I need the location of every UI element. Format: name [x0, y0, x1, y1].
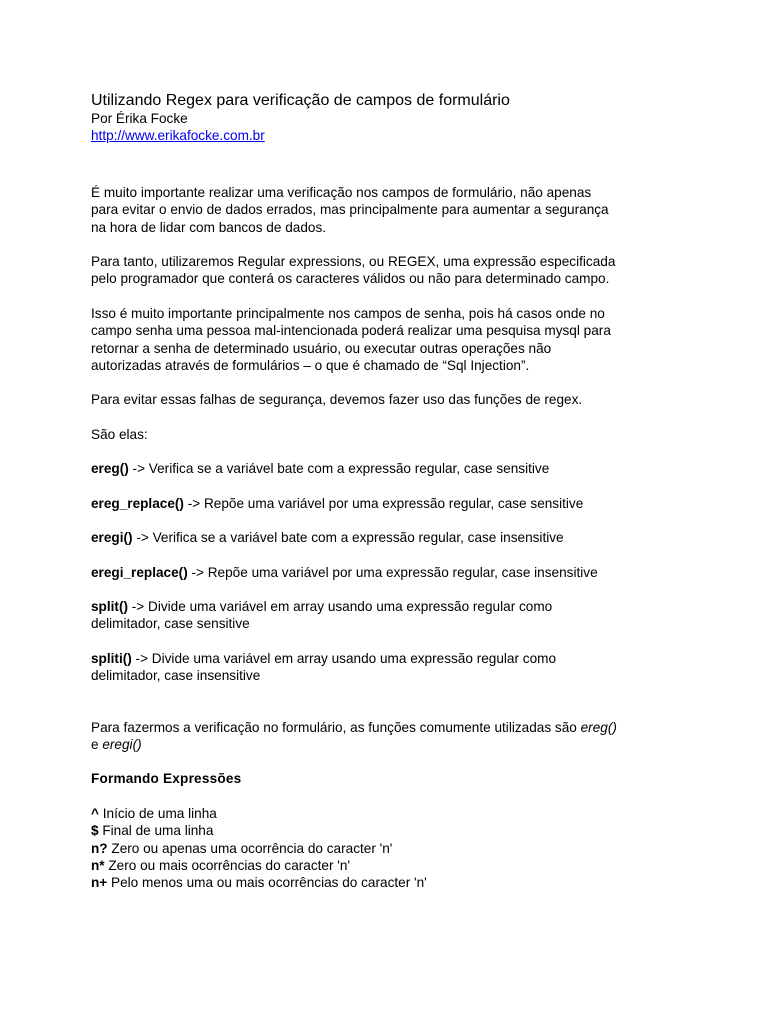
function-name: spliti() — [91, 650, 132, 666]
expression-item — [91, 857, 691, 874]
function-item — [91, 564, 691, 581]
expression-item — [91, 805, 691, 822]
function-item — [91, 598, 691, 633]
function-description: -> Verifica se a variável bate com a expressão regular, case sensitive — [128, 461, 550, 477]
expression-description: Zero ou apenas uma ocorrência do caracter 'n' — [107, 840, 393, 856]
expression-description: Pelo menos uma ou mais ocorrências do caracter 'n' — [107, 875, 427, 891]
expression-symbol: $ — [91, 823, 99, 839]
expression-description: Zero ou mais ocorrências do caracter 'n' — [104, 857, 351, 873]
intro-paragraph — [91, 184, 691, 236]
expression-symbol: n+ — [91, 875, 108, 891]
function-item — [91, 529, 691, 546]
document-page — [91, 92, 691, 892]
function-name: eregi_replace() — [91, 564, 188, 580]
regex-line: Para tanto, utilizaremos Regular expressions, ou REGEX, uma expressão especificada — [91, 254, 616, 270]
function-description: -> Verifica se a variável bate com a expressão regular, case insensitive — [132, 530, 564, 546]
expression-symbol: ^ — [91, 805, 99, 821]
usage-function-eregi: eregi() — [102, 736, 142, 752]
usage-text: Para fazermos a verificação no formulário, as funções comumente utilizadas são — [91, 719, 581, 735]
password-line: retornar a senha de determinado usuário, ou executar outras operações não — [91, 340, 552, 356]
expression-item — [91, 840, 691, 857]
expressions-list — [91, 805, 691, 892]
function-item — [91, 650, 691, 685]
function-item — [91, 460, 691, 477]
usage-join: e — [91, 736, 103, 752]
password-paragraph — [91, 305, 691, 375]
function-description: -> Divide uma variável em array usando uma expressão regular como — [131, 650, 557, 666]
function-description-continued: delimitador, case sensitive — [91, 616, 250, 632]
function-description: -> Repõe uma variável por uma expressão regular, case insensitive — [187, 564, 598, 580]
intro-line: É muito importante realizar uma verificação nos campos de formulário, não apenas — [91, 184, 592, 200]
intro-line: na hora de lidar com bancos de dados. — [91, 219, 327, 235]
intro-line: para evitar o envio de dados errados, mas principalmente para aumentar a segurança — [91, 202, 609, 218]
password-line: autorizadas através de formulários – o que é chamado de “Sql Injection”. — [91, 358, 530, 374]
function-name: split() — [91, 598, 128, 614]
password-line: Isso é muito importante principalmente nos campos de senha, pois há casos onde no — [91, 305, 605, 321]
regex-paragraph — [91, 253, 691, 288]
function-description-continued: delimitador, case insensitive — [91, 668, 261, 684]
expression-item — [91, 822, 691, 839]
section-heading: Formando Expressões — [91, 771, 242, 787]
function-name: eregi() — [91, 530, 133, 546]
function-description: -> Repõe uma variável por uma expressão regular, case sensitive — [183, 495, 584, 511]
usage-paragraph — [91, 719, 691, 754]
author-website-link[interactable]: http://www.erikafocke.com.br — [91, 128, 265, 144]
expression-item — [91, 874, 691, 891]
usage-function-ereg: ereg() — [580, 719, 617, 735]
function-name: ereg_replace() — [91, 495, 184, 511]
function-item — [91, 495, 691, 512]
function-description: -> Divide uma variável em array usando uma expressão regular como — [128, 598, 553, 614]
security-paragraph: Para evitar essas falhas de segurança, devemos fazer uso das funções de regex. — [91, 392, 583, 408]
list-intro: São elas: — [91, 426, 148, 442]
document-title: Utilizando Regex para verificação de campos de formulário — [91, 92, 510, 109]
expression-description: Final de uma linha — [98, 823, 214, 839]
author-line: Por Érika Focke — [91, 111, 188, 126]
regex-line: pelo programador que conterá os caracteres válidos ou não para determinado campo. — [91, 271, 610, 287]
function-name: ereg() — [91, 461, 129, 477]
password-line: campo senha uma pessoa mal-intencionada poderá realizar uma pesquisa mysql para — [91, 323, 611, 339]
expression-description: Início de uma linha — [98, 805, 217, 821]
expression-symbol: n* — [91, 857, 105, 873]
expression-symbol: n? — [91, 840, 108, 856]
